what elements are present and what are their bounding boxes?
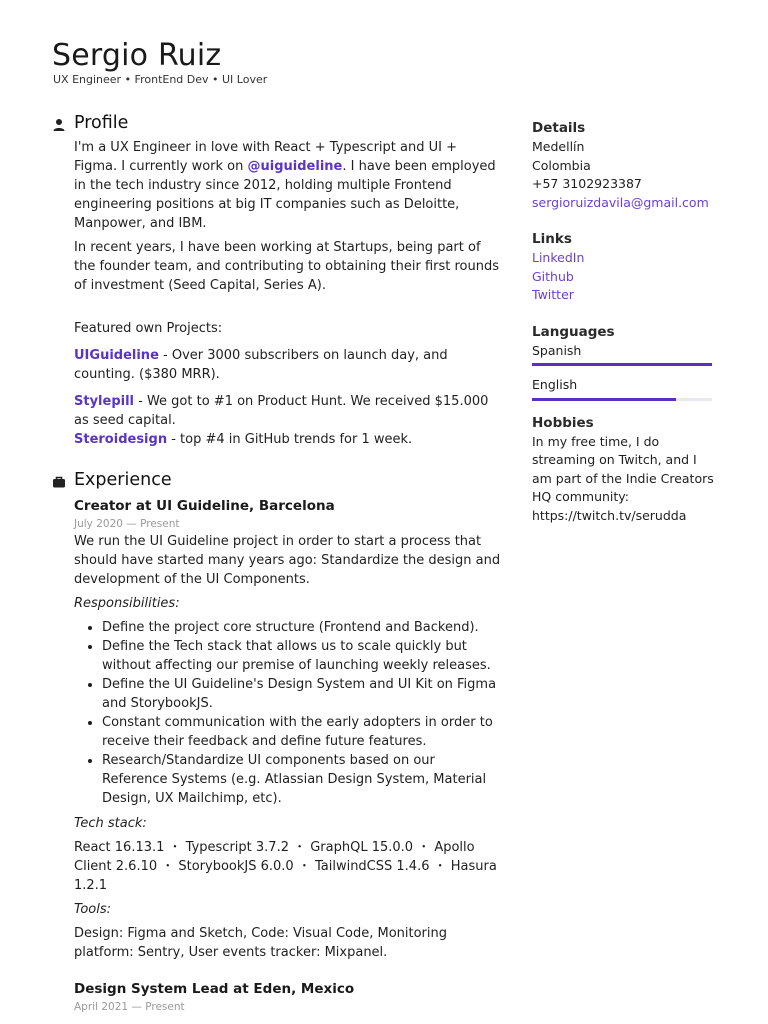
project-desc: - We got to #1 on Product Hunt. We received $15.000 as seed capital. [74, 394, 489, 428]
language-level-fill [532, 398, 676, 401]
twitter-link[interactable]: Twitter [532, 287, 574, 302]
project-link[interactable]: UIGuideline [74, 348, 159, 363]
uiguideline-link[interactable]: @uiguideline [247, 159, 343, 174]
list-item: • Research/Standardize UI components based on our Reference Systems (e.g. Atlassian Design System, Material Design, UX Mailchimp, etc). [102, 751, 502, 808]
project-item [74, 430, 502, 449]
job-date: April 2021 — Present [74, 1001, 185, 1013]
job-title: Creator at UI Guideline, Barcelona [74, 498, 335, 514]
language-level-fill [532, 363, 712, 366]
details-title: Details [532, 120, 586, 136]
hobbies-text: In my free time, I do streaming on Twitch, and I am part of the Indie Creators HQ community: https://twitch.tv/serudda [532, 433, 714, 523]
responsibilities-list [74, 618, 502, 808]
language-level-bar [532, 398, 712, 401]
project-desc: - Over 3000 subscribers on launch day, and counting. ($380 MRR). [74, 348, 448, 382]
details-block [532, 118, 718, 212]
profile-paragraph-1 [74, 138, 502, 233]
job-date: July 2020 — Present [74, 518, 180, 530]
language-name: English [532, 377, 578, 392]
tools-label: Tools: [74, 902, 112, 917]
links-title: Links [532, 231, 572, 247]
profile-text-b: . I have been employed in the tech industry since 2012, holding multiple Frontend engineering positions at big IT companies such as Deloitte, Manpower, and IBM. [74, 159, 496, 231]
github-link[interactable]: Github [532, 268, 574, 284]
list-item: • Constant communication with the early adopters in order to receive their feedback and define future features. [102, 713, 502, 751]
experience-body [74, 497, 502, 1015]
detail-city: Medellín [532, 139, 585, 154]
profile-section-heading [74, 114, 502, 138]
tech-stack-label: Tech stack: [74, 816, 147, 831]
project-link[interactable]: Steroidesign [74, 432, 168, 447]
profile-paragraph-2: In recent years, I have been working at Startups, being part of the founder team, and contributing to obtaining their first rounds of investment (Seed Capital, Series A). [74, 240, 500, 293]
detail-phone: +57 3102923387 [532, 176, 642, 191]
project-link[interactable]: Stylepill [74, 394, 134, 409]
featured-projects-title: Featured own Projects: [74, 321, 223, 336]
list-item: • Define the project core structure (Frontend and Backend). [102, 618, 502, 637]
languages-block [532, 322, 718, 401]
tools-text: Design: Figma and Sketch, Code: Visual Code, Monitoring platform: Sentry, User events tracker: Mixpanel. [74, 926, 448, 960]
email-link[interactable]: sergioruizdavila@gmail.com [532, 194, 709, 210]
list-item: • Define the UI Guideline's Design System and UI Kit on Figma and StorybookJS. [102, 675, 502, 713]
profile-text-a: I'm a UX Engineer in love with React + Typescript and UI + Figma. I currently work on [74, 140, 457, 174]
resume-name: Sergio Ruiz [52, 38, 222, 73]
language-name: Spanish [532, 342, 582, 358]
languages-title: Languages [532, 323, 615, 340]
main-column [52, 114, 502, 1015]
hobbies-title: Hobbies [532, 414, 594, 431]
hobbies-block [532, 413, 718, 526]
language-level-bar [532, 363, 712, 366]
linkedin-link[interactable]: LinkedIn [532, 250, 585, 265]
project-desc: - top #4 in GitHub trends for 1 week. [167, 432, 413, 447]
profile-body [74, 138, 502, 449]
person-icon [52, 118, 66, 132]
project-item [74, 392, 502, 430]
links-block [532, 229, 718, 305]
job-title: Design System Lead at Eden, Mexico [74, 981, 355, 997]
experience-section-heading [74, 471, 502, 495]
project-item [74, 346, 502, 384]
experience-title: Experience [74, 470, 172, 490]
job-summary: We run the UI Guideline project in order to start a process that should have started many years ago: Standardize the design and development of the UI Components. [74, 534, 501, 587]
resume-tagline: UX Engineer • FrontEnd Dev • UI Lover [53, 73, 268, 86]
profile-title: Profile [74, 113, 129, 133]
list-item: • Define the Tech stack that allows us to scale quickly but without affecting our premise of launching weekly releases. [102, 637, 502, 675]
responsibilities-label: Responsibilities: [74, 596, 180, 611]
tech-stack: React 16.13.1 ・ Typescript 3.7.2 ・ GraphQL 15.0.0 ・ Apollo Client 2.6.10 ・ StorybookJS 6.0.0 ・ TailwindCSS 1.4.6 ・ Hasura 1.2.1 [74, 840, 497, 893]
detail-country: Colombia [532, 157, 591, 173]
sidebar [532, 118, 718, 542]
briefcase-icon [52, 475, 66, 489]
